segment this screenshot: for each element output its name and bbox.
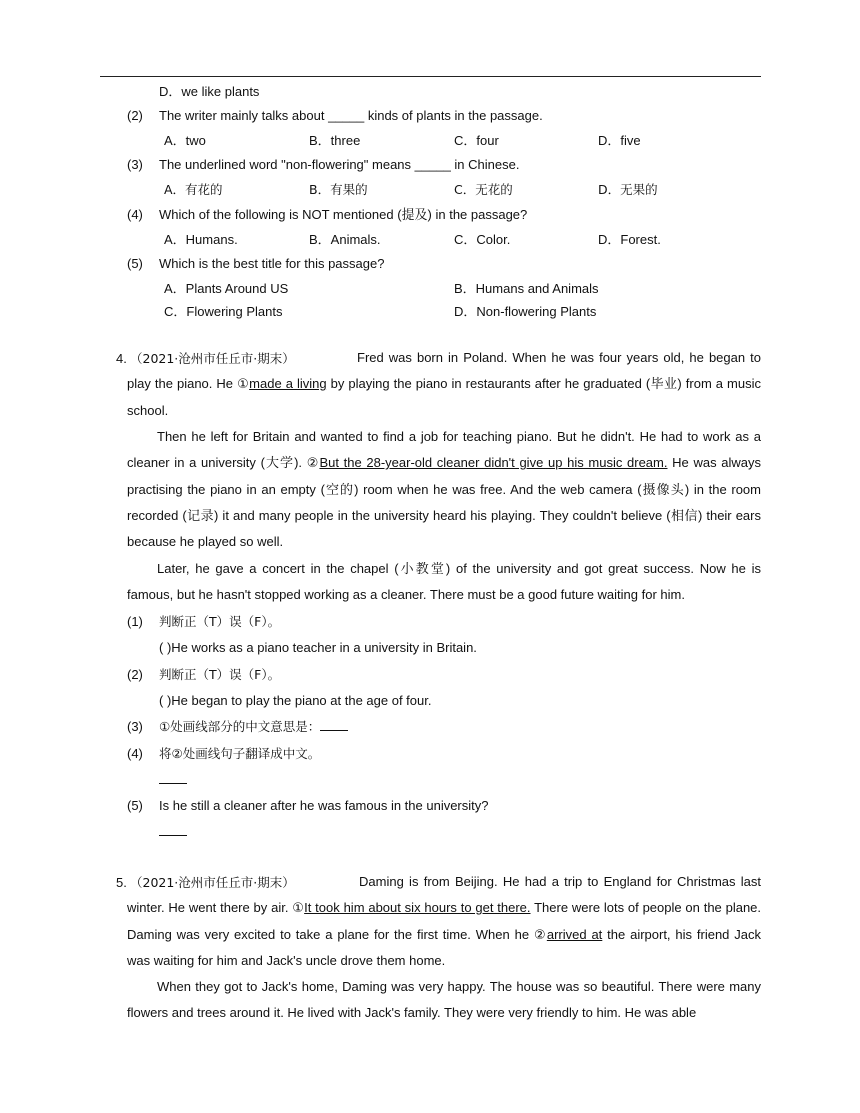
q4-sub1-text: 判断正（T）误（F）。	[159, 614, 281, 629]
q3-sub1-option-d: D．we like plants	[159, 84, 260, 99]
q4-sub1-statement[interactable]: ( )He works as a piano teacher in a university in Britain.	[159, 640, 477, 655]
q3-sub2-option-c[interactable]: C．four	[454, 133, 499, 148]
q3-sub5-option-d[interactable]: D．Non-flowering Plants	[454, 304, 597, 319]
q3-sub3-text: The underlined word "non-flowering" means _____ in Chinese.	[159, 157, 520, 172]
q4-sub5-answer-blank[interactable]	[159, 823, 187, 841]
circled-mark-1: ①	[237, 376, 250, 392]
q4-sub3-number: (3)	[127, 719, 143, 734]
q3-sub2-option-d[interactable]: D．five	[598, 133, 641, 148]
q3-sub4-text: Which of the following is NOT mentioned (提及) in the passage?	[159, 207, 528, 222]
q4-paragraph-3: Later, he gave a concert in the chapel (小教堂) of the university and got great success. Now he is famous, but he hasn't stopped working as a cleaner. There must be a good future waiting for him.	[127, 561, 761, 603]
underlined-sentence-1: It took him about six hours to get there.	[304, 900, 531, 916]
q4-sub4-number: (4)	[127, 746, 143, 761]
q3-sub5-option-c[interactable]: C．Flowering Plants	[164, 304, 283, 319]
q3-sub4-option-c[interactable]: C．Color.	[454, 232, 511, 247]
circled-mark-1: ①	[292, 900, 305, 916]
q4-sub4-text: 将②处画线句子翻译成中文。	[159, 746, 321, 761]
q4-sub2-statement[interactable]: ( )He began to play the piano at the age of four.	[159, 693, 432, 708]
q4-sub4-answer-blank[interactable]	[159, 771, 187, 789]
q4-sub2-text: 判断正（T）误（F）。	[159, 667, 281, 682]
q4-sub5-text: Is he still a cleaner after he was famous in the university?	[159, 798, 489, 813]
q5-paragraph-1: Daming is from Beijing. He had a trip to England for Christmas last winter. He went there by air. ①It took him about six hours to get there. There were lots of people on the plane. Daming was very excited to take a plane for the first time. When he ②arrived at the airport, his friend Jack was waiting for him and Jack's uncle drove them home.	[127, 874, 762, 968]
q3-sub5-option-b[interactable]: B．Humans and Animals	[454, 281, 599, 296]
q3-sub4-option-b[interactable]: B．Animals.	[309, 232, 381, 247]
q3-sub4-option-a[interactable]: A．Humans.	[164, 232, 238, 247]
q4-paragraph-2: Then he left for Britain and wanted to find a job for teaching piano. But he didn't. He had to work as a cleaner in a university (大学). ②But the 28-year-old cleaner didn't give up his music dream. He was always practising the piano in an empty (空的) room when he was free. And the web camera (摄像头) in the room recorded (记录) it and many people in the university heard his playing. They couldn't believe (相信) their ears because he played so well.	[127, 429, 761, 550]
q5-number: 5.	[116, 875, 127, 890]
q3-sub2-option-b[interactable]: B．three	[309, 133, 361, 148]
q4-sub3-text: ①处画线部分的中文意思是：	[159, 718, 348, 736]
answer-blank[interactable]	[320, 718, 348, 731]
q3-sub5-number: (5)	[127, 256, 143, 271]
q3-sub4-number: (4)	[127, 207, 143, 222]
circled-mark-2: ②	[533, 926, 547, 942]
circled-mark-2: ②	[306, 455, 320, 471]
q3-sub2-option-a[interactable]: A．two	[164, 133, 206, 148]
q3-sub3-option-d[interactable]: D．无果的	[598, 182, 658, 197]
q3-sub2-text: The writer mainly talks about _____ kinds of plants in the passage.	[159, 108, 543, 123]
q3-sub3-option-c[interactable]: C．无花的	[454, 182, 513, 197]
q4-source: （2021·沧州市任丘市·期末）	[130, 351, 295, 366]
q5-paragraph-2: When they got to Jack's home, Daming was very happy. The house was so beautiful. There were many flowers and trees around it. He lived with Jack's family. They were very friendly to him. He was able	[127, 979, 761, 1021]
q3-sub3-number: (3)	[127, 157, 143, 172]
q4-sub2-number: (2)	[127, 667, 143, 682]
q3-sub5-text: Which is the best title for this passage?	[159, 256, 385, 271]
q5-source: （2021·沧州市任丘市·期末）	[130, 875, 295, 890]
underlined-sentence-2: But the 28-year-old cleaner didn't give up his music dream.	[319, 455, 668, 471]
underlined-phrase-2: arrived at	[546, 926, 603, 942]
q4-paragraph-1: Fred was born in Poland. When he was four years old, he began to play the piano. He ①made a living by playing the piano in restaurants after he graduated (毕业) from a music school.	[127, 350, 762, 418]
q3-sub5-option-a[interactable]: A．Plants Around US	[164, 281, 289, 296]
q3-sub3-option-b[interactable]: B．有果的	[309, 182, 368, 197]
header-rule	[100, 76, 761, 77]
q3-sub2-number: (2)	[127, 108, 143, 123]
q3-sub4-option-d[interactable]: D．Forest.	[598, 232, 661, 247]
q4-sub1-number: (1)	[127, 614, 143, 629]
q4-sub5-number: (5)	[127, 798, 143, 813]
q4-number: 4.	[116, 351, 127, 366]
underlined-phrase-1: made a living	[249, 376, 327, 392]
q3-sub3-option-a[interactable]: A．有花的	[164, 182, 223, 197]
